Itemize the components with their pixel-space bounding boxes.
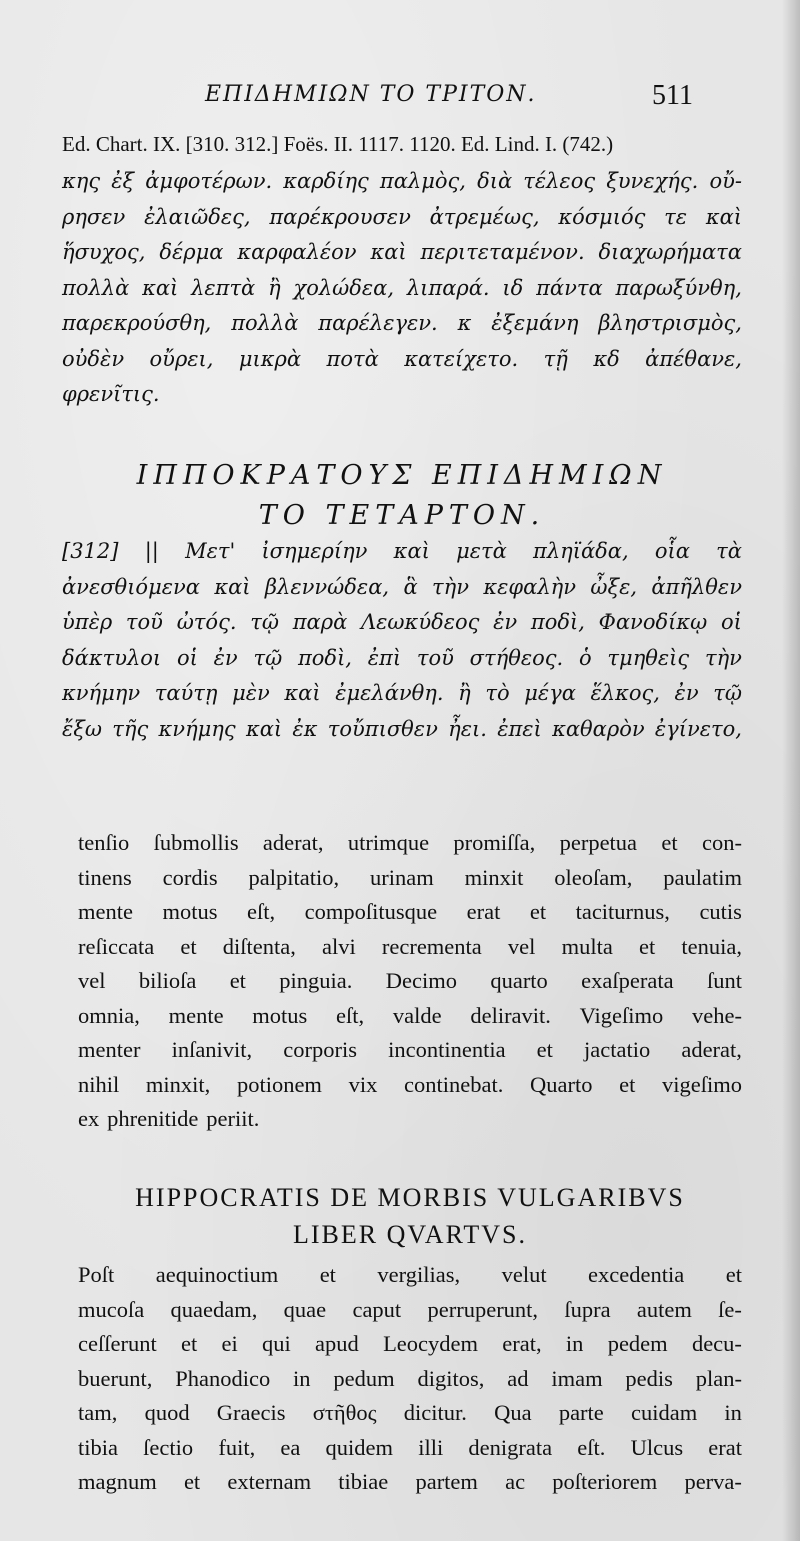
text-line <box>78 999 742 1034</box>
word: et <box>229 968 246 993</box>
latin-book-heading-line-2: LIBER QVARTVS. <box>293 1220 527 1249</box>
word: καὶ <box>393 539 430 563</box>
word: βληστρισμὸς, <box>598 311 742 335</box>
text-line <box>62 271 742 307</box>
word: λιπαρά. <box>406 275 490 300</box>
word: tibiae <box>338 1469 389 1494</box>
word: poſteriorem <box>552 1469 658 1494</box>
running-head: ΕΠΙΔΗΜΙΩΝ ΤΟ ΤΡΙΤΟΝ. <box>205 82 537 107</box>
word: et <box>183 1469 201 1494</box>
word: καὶ <box>214 574 251 599</box>
word: ποτὰ <box>326 346 379 371</box>
word: Μετ' <box>185 539 236 563</box>
word: vigeſimo <box>661 1071 742 1097</box>
word: διὰ <box>477 169 513 193</box>
word: dicitur. <box>403 1400 467 1425</box>
word: Vigeſimo <box>579 1002 664 1028</box>
word: bilioſa <box>138 968 197 993</box>
word: τὰ <box>716 539 742 563</box>
word: deliravit. <box>470 1002 551 1028</box>
word: ἐκ <box>292 716 318 741</box>
word: Φανοδίκῳ <box>598 610 708 634</box>
word: παρὰ <box>292 610 348 634</box>
text-line <box>62 676 742 712</box>
word: ἔξω <box>62 716 102 741</box>
text-line <box>78 1102 742 1137</box>
word: tenuia, <box>681 933 742 959</box>
latin-text-block-1 <box>78 826 742 1137</box>
word: perruperunt, <box>427 1296 539 1322</box>
word: κεφαλὴν <box>483 574 576 599</box>
word: quae <box>283 1296 327 1322</box>
word: et <box>180 1331 198 1356</box>
word: decu- <box>691 1331 742 1356</box>
word: Leocydem <box>383 1331 479 1356</box>
word: παρεκρούσθη, <box>62 311 212 335</box>
word: pedum <box>333 1365 395 1391</box>
word: aderat, <box>681 1037 742 1062</box>
text-line <box>78 1396 742 1431</box>
word: ἢ <box>268 275 281 300</box>
word: digitos, <box>417 1365 485 1391</box>
text-line <box>78 1293 742 1328</box>
word: ἐλαιῶδες, <box>144 204 251 229</box>
word: ex <box>78 1106 100 1131</box>
word: ἐν <box>674 681 699 705</box>
word: τῆς <box>112 716 149 741</box>
word: τῇ <box>543 346 568 371</box>
word: reſiccata <box>78 933 155 959</box>
text-line <box>78 826 742 861</box>
word: ἀτρεμέως, <box>429 204 540 229</box>
word: Poſt <box>78 1262 115 1287</box>
word: ὑπὲρ <box>62 610 113 634</box>
word: ſe- <box>718 1296 742 1322</box>
word: et <box>319 1262 336 1287</box>
greek-book-heading-line-2: ΤΟ ΤΕΤΑΡΤΟΝ. <box>258 500 546 531</box>
word: compoſitusque <box>304 899 438 924</box>
word: καὶ <box>245 716 283 741</box>
word: ἃ <box>403 574 418 599</box>
text-line <box>78 861 742 896</box>
word: potionem <box>236 1071 322 1097</box>
word: οὐδὲν <box>62 346 125 371</box>
word: τὴν <box>432 574 469 599</box>
word: ei <box>221 1331 238 1356</box>
word: τὸ <box>485 681 510 705</box>
word: περιτεταμένον. <box>420 240 585 264</box>
word: ἢ <box>458 681 471 705</box>
word: οἱ <box>176 645 198 670</box>
word: μετὰ <box>456 539 507 563</box>
word: τε <box>664 204 688 229</box>
word: καρδίης <box>283 169 369 193</box>
text-line <box>62 641 742 677</box>
word: παρέκρουσεν <box>269 204 411 229</box>
word: ὁ <box>578 645 592 670</box>
word: pedis <box>625 1365 673 1391</box>
word: mente <box>78 899 133 924</box>
word: μέγα <box>524 681 576 705</box>
word: κνήμην <box>62 681 141 705</box>
word: recrementa <box>381 933 482 959</box>
word: ſectio <box>143 1434 194 1460</box>
word: ſubmollis <box>153 830 239 855</box>
word: κατείχετο. <box>404 346 519 371</box>
text-line <box>78 1033 742 1068</box>
word: vix <box>348 1071 378 1097</box>
word: ἐξεμάνη <box>491 311 579 335</box>
word: oleoſam, <box>554 864 633 890</box>
word: λεπτὰ <box>191 275 256 300</box>
word: τοῦ <box>416 645 454 670</box>
word: ceſſerunt <box>78 1331 157 1356</box>
greek-text-block-1 <box>62 164 742 413</box>
word: motus <box>162 899 218 924</box>
word: buerunt, <box>78 1365 153 1391</box>
greek-text-block-2 <box>62 534 742 747</box>
word: in <box>724 1400 742 1425</box>
word: ἕλκος, <box>590 681 660 705</box>
word: καὶ <box>370 240 407 264</box>
word: Ulcus <box>630 1434 684 1460</box>
word: στήθεος. <box>469 645 564 670</box>
word: pedem <box>607 1331 668 1356</box>
word: τῷ <box>713 681 742 705</box>
word: τοὔπισθεν <box>327 716 438 741</box>
text-line <box>62 235 742 271</box>
word: ἐν <box>493 610 518 634</box>
word: caput <box>352 1296 402 1322</box>
word: excedentia <box>588 1262 685 1287</box>
word: minxit <box>464 864 524 890</box>
word: perva- <box>684 1469 742 1494</box>
text-line <box>62 377 742 413</box>
word: tam, <box>78 1400 118 1425</box>
word: mucoſa <box>78 1296 145 1322</box>
word: ρησεν <box>62 204 126 229</box>
word: diſtenta, <box>222 933 296 959</box>
word: et <box>725 1262 742 1287</box>
word: cordis <box>162 864 218 890</box>
word: κ <box>457 311 472 335</box>
word: eſt, <box>247 899 276 924</box>
word: menter <box>78 1037 141 1062</box>
word: Graecis <box>216 1400 286 1425</box>
word: alvi <box>321 933 356 959</box>
word: πολλὰ <box>231 311 299 335</box>
word: partem <box>415 1469 478 1494</box>
word: eſt, <box>336 1002 365 1028</box>
word: multa <box>561 933 613 959</box>
word: τῷ <box>250 610 279 634</box>
word: jactatio <box>584 1037 651 1062</box>
word: παρωξύνθη, <box>615 275 742 300</box>
word: ἐπεὶ <box>497 716 542 741</box>
word: incontinentia <box>388 1037 506 1062</box>
word: κνήμης <box>158 716 236 741</box>
word: valde <box>392 1002 442 1028</box>
word: Phanodico <box>175 1365 271 1391</box>
word: ἥσυχος, <box>62 240 146 264</box>
word: ὠτός. <box>176 610 237 634</box>
page-edge-shadow <box>782 0 800 1541</box>
word: illi <box>418 1434 444 1460</box>
word: διαχωρήματα <box>598 240 742 264</box>
word: eſt. <box>577 1434 606 1460</box>
word: tenſio <box>78 830 130 855</box>
word: μικρὰ <box>238 346 302 371</box>
word: τέλεος <box>523 169 596 193</box>
word: urinam <box>369 864 434 890</box>
word: denigrata <box>468 1434 553 1460</box>
word: quidem <box>325 1434 394 1460</box>
word: [312] <box>62 539 119 563</box>
text-line <box>62 534 742 570</box>
word: ea <box>280 1434 301 1460</box>
word: ſunt <box>706 968 742 993</box>
word: promiſſa, <box>453 830 536 855</box>
word: ἰσημερίην <box>261 539 368 563</box>
word: δάκτυλοι <box>62 645 162 670</box>
word: μὲν <box>232 681 270 705</box>
word: vel <box>78 968 106 993</box>
word: vergilias, <box>377 1262 461 1287</box>
word: καὶ <box>705 204 742 229</box>
text-line <box>62 712 742 748</box>
word: Decimo <box>385 968 457 993</box>
word: fuit, <box>218 1434 256 1460</box>
word: erat <box>708 1434 742 1460</box>
word: στῆθος <box>312 1400 377 1425</box>
word: in <box>565 1331 584 1356</box>
word: καὶ <box>142 275 179 300</box>
word: ταύτῃ <box>154 681 218 705</box>
word: externam <box>227 1469 312 1494</box>
word: ἀπῆλθεν <box>651 574 742 599</box>
word: imam <box>551 1365 603 1391</box>
text-line <box>62 164 742 200</box>
text-line <box>62 570 742 606</box>
word: quaedam, <box>170 1296 258 1322</box>
word: tinens <box>78 864 132 890</box>
word: et <box>536 1037 553 1062</box>
word: phrenitide <box>107 1106 199 1131</box>
word: apud <box>315 1331 359 1356</box>
word: autem <box>636 1296 692 1322</box>
word: ἐμελάνθη. <box>335 681 444 705</box>
word: καὶ <box>284 681 321 705</box>
word: minxit, <box>145 1071 211 1097</box>
word: ἀπέθανε, <box>645 346 742 371</box>
word: ὦξε, <box>590 574 638 599</box>
text-line <box>78 1068 742 1103</box>
text-line <box>78 1465 742 1500</box>
word: cuidam <box>630 1400 698 1425</box>
word: πάντα <box>536 275 603 300</box>
word: τμηθεὶς <box>607 645 690 670</box>
word: erat <box>466 899 501 924</box>
latin-text-block-2 <box>78 1258 742 1500</box>
word: κης <box>62 169 101 193</box>
word: ιδ <box>502 275 524 300</box>
word: πολλὰ <box>62 275 130 300</box>
word: ad <box>507 1365 529 1391</box>
text-line <box>62 605 742 641</box>
word: perpetua <box>559 830 638 855</box>
text-line <box>62 342 742 378</box>
word: plan- <box>695 1365 742 1391</box>
word: exaſperata <box>581 968 674 993</box>
word: aderat, <box>262 830 324 855</box>
text-line <box>78 1362 742 1397</box>
word: ἐπὶ <box>367 645 402 670</box>
word: πληϊάδα, <box>533 539 629 563</box>
word: οὔ- <box>709 169 742 193</box>
word: nihil <box>78 1071 120 1097</box>
word: κόσμιός <box>558 204 646 229</box>
text-line <box>78 895 742 930</box>
text-line <box>62 200 742 236</box>
word: et <box>661 830 678 855</box>
page-number: 511 <box>652 80 693 111</box>
word: καρφαλέον <box>237 240 357 264</box>
word: inſanivit, <box>171 1037 253 1062</box>
word: qui <box>262 1331 291 1356</box>
word: velut <box>501 1262 547 1287</box>
word: ac <box>505 1469 526 1494</box>
word: ἀνεσθιόμενα <box>62 574 200 599</box>
word: παρέλεγεν. <box>318 311 438 335</box>
word: vel <box>507 933 536 959</box>
word: τοῦ <box>125 610 163 634</box>
word: ἐγίνετο, <box>654 716 742 741</box>
word: et <box>529 899 547 924</box>
word: motus <box>252 1002 308 1028</box>
word: ποδὶ, <box>530 610 585 634</box>
text-line <box>78 964 742 999</box>
word: οὔρει, <box>149 346 214 371</box>
word: οἱ <box>720 610 742 634</box>
word: quarto <box>490 968 548 993</box>
word: Qua <box>494 1400 532 1425</box>
word: τῷ <box>253 645 283 670</box>
word: ἐξ <box>111 169 135 193</box>
word: et <box>638 933 656 959</box>
word: mente <box>168 1002 224 1028</box>
word: periit. <box>206 1106 260 1131</box>
word: utrimque <box>347 830 430 855</box>
word: τὴν <box>704 645 742 670</box>
text-line <box>78 1327 742 1362</box>
word: Quarto <box>529 1071 593 1097</box>
word: con- <box>701 830 742 855</box>
word: παλμὸς, <box>379 169 466 193</box>
word: continebat. <box>403 1071 504 1097</box>
word: omnia, <box>78 1002 140 1028</box>
word: Λεωκύδεος <box>360 610 480 634</box>
word: φρενῖτις. <box>62 382 160 406</box>
text-line <box>78 930 742 965</box>
word: δέρμα <box>159 240 224 264</box>
word: et <box>619 1071 636 1097</box>
word: κδ <box>593 346 620 371</box>
word: paulatim <box>663 864 742 890</box>
greek-book-heading-line-1: ΙΠΠΟΚΡΑΤΟΥΣ ΕΠΙΔΗΜΙΩΝ <box>136 460 668 491</box>
word: οἷα <box>654 539 690 563</box>
word: ſupra <box>564 1296 611 1322</box>
word: parte <box>558 1400 604 1425</box>
word: quod <box>144 1400 190 1425</box>
word: cutis <box>699 899 742 924</box>
word: ἦει. <box>448 716 487 741</box>
word: ἀμφοτέρων. <box>145 169 273 193</box>
word: ποδὶ, <box>297 645 352 670</box>
word: ξυνεχής. <box>606 169 699 193</box>
word: et <box>180 933 197 959</box>
word: palpitatio, <box>248 864 340 890</box>
word: tibia <box>78 1434 118 1460</box>
word: vehe- <box>692 1002 742 1028</box>
word: pinguia. <box>279 968 353 993</box>
word: χολώδεα, <box>293 275 395 300</box>
word: καθαρὸν <box>552 716 645 741</box>
word: erat, <box>502 1331 542 1356</box>
text-line <box>62 306 742 342</box>
word: corporis <box>283 1037 358 1062</box>
text-line <box>78 1258 742 1293</box>
text-line <box>78 1431 742 1466</box>
word: || <box>144 539 159 563</box>
word: taciturnus, <box>575 899 670 924</box>
word: magnum <box>78 1469 157 1494</box>
word: βλεννώδεα, <box>264 574 390 599</box>
edition-reference-line: Ed. Chart. IX. [310. 312.] Foës. II. 1117. 1120. Ed. Lind. I. (742.) <box>62 132 614 156</box>
word: in <box>293 1365 311 1391</box>
word: aequinoctium <box>155 1262 279 1287</box>
latin-book-heading-line-1: HIPPOCRATIS DE MORBIS VULGARIBVS <box>135 1183 685 1212</box>
word: ἐν <box>213 645 238 670</box>
